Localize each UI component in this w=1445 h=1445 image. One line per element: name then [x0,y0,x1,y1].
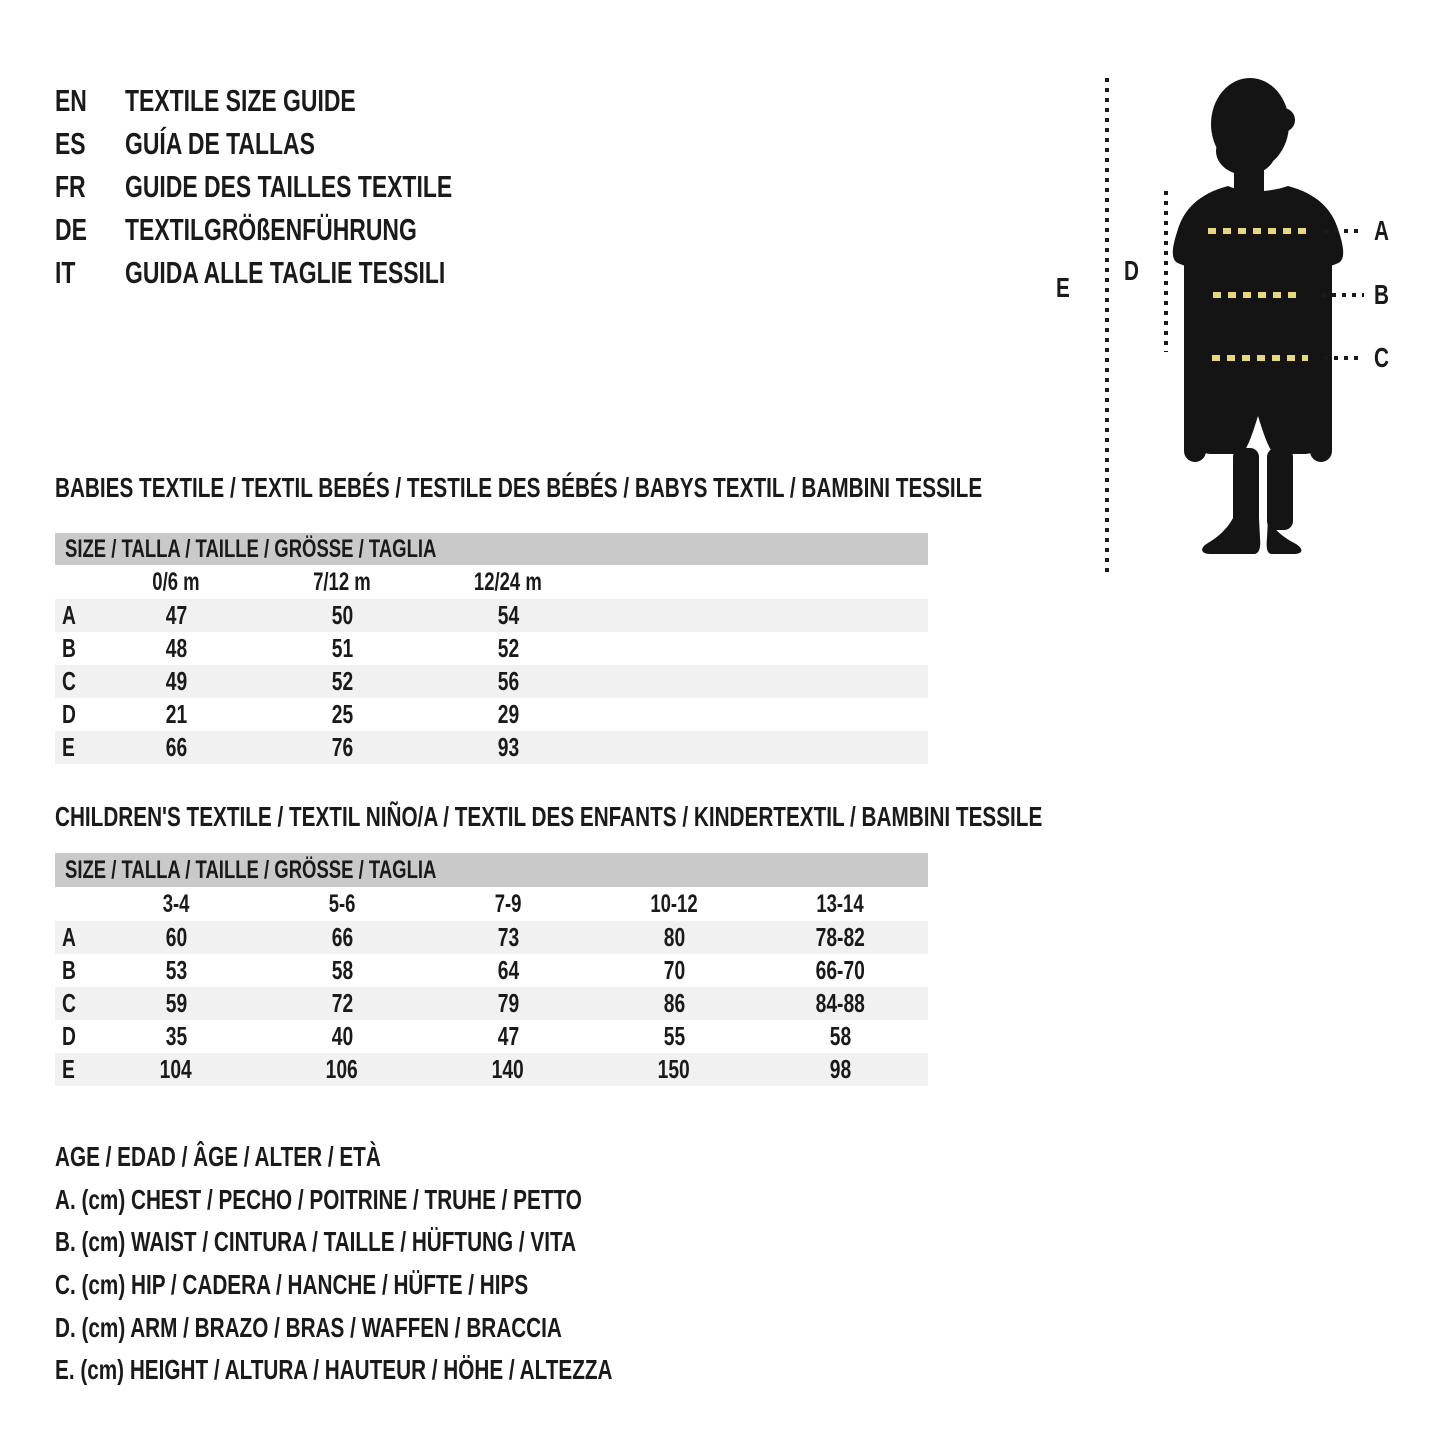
size-cell: 56 [497,666,519,696]
size-cell: 66 [331,922,353,952]
babies-size-table [55,533,928,764]
table-row [55,1053,928,1086]
children-size-table [55,853,928,1086]
size-cell: 70 [663,955,685,985]
lang-row-en [55,79,567,122]
column-header: 0/6 m [152,567,200,596]
arm-label: D [1124,255,1139,286]
children-section-title: CHILDREN'S TEXTILE / TEXTIL NIÑO/A / TEXTIL DES ENFANTS / KINDERTEXTIL / BAMBINI TESSILE [55,801,1043,832]
row-label: D [62,1021,76,1051]
size-cell: 60 [165,922,187,952]
size-cell: 53 [165,955,187,985]
column-header: 13-14 [816,889,864,918]
size-cell: 78-82 [815,922,865,952]
page-title-it: GUIDA ALLE TAGLIE TESSILI [125,254,446,290]
legend-chest: A. (cm) CHEST / PECHO / POITRINE / TRUHE / PETTO [55,1183,582,1215]
page-title-es: GUÍA DE TALLAS [125,125,315,161]
page-title-fr: GUIDE DES TAILLES TEXTILE [125,168,453,204]
size-cell: 49 [165,666,187,696]
size-cell: 59 [165,988,187,1018]
size-cell: 58 [829,1021,851,1051]
size-cell: 48 [165,633,187,663]
lang-code: FR [55,168,86,204]
row-label: B [62,955,76,985]
column-header: 7-9 [494,889,522,918]
lang-row-fr [55,165,567,208]
size-cell: 73 [497,922,519,952]
babies-section-title: BABIES TEXTILE / TEXTIL BEBÉS / TESTILE DES BÉBÉS / BABYS TEXTIL / BAMBINI TESSILE [55,472,983,503]
size-cell: 52 [497,633,519,663]
legend-waist: B. (cm) WAIST / CINTURA / TAILLE / HÜFTUNG / VITA [55,1226,577,1258]
table-row [55,1020,928,1053]
table-row [55,599,928,632]
page-title: TEXTILE SIZE GUIDE [125,82,356,118]
size-cell: 86 [663,988,685,1018]
size-cell: 93 [497,732,519,762]
row-label: E [62,732,75,762]
row-label: B [62,633,76,663]
children-column-headers [55,887,928,921]
lang-row-de [55,208,567,251]
table-row [55,665,928,698]
size-cell: 76 [331,732,353,762]
size-cell: 106 [325,1054,359,1084]
lang-code: DE [55,211,87,247]
lang-code: IT [55,254,76,290]
size-cell: 35 [165,1021,187,1051]
size-cell: 64 [497,955,519,985]
table-row [55,921,928,954]
table-row [55,954,928,987]
size-cell: 140 [491,1054,525,1084]
size-cell: 21 [165,699,187,729]
lang-code: ES [55,125,86,161]
size-cell: 79 [497,988,519,1018]
height-label: E [1056,272,1070,303]
column-header: 3-4 [162,889,190,918]
legend-height: E. (cm) HEIGHT / ALTURA / HAUTEUR / HÖHE / ALTEZZA [55,1354,613,1386]
size-cell: 72 [331,988,353,1018]
child-measurement-figure [1040,60,1445,600]
measurement-legend [55,1136,808,1392]
size-cell: 150 [657,1054,691,1084]
size-cell: 47 [497,1021,519,1051]
table-row [55,987,928,1020]
children-table-header-bar: SIZE / TALLA / TAILLE / GRÖSSE / TAGLIA [55,853,928,887]
size-cell: 58 [331,955,353,985]
size-cell: 80 [663,922,685,952]
column-header: 7/12 m [313,567,371,596]
size-cell: 84-88 [815,988,865,1018]
size-cell: 29 [497,699,519,729]
size-cell: 66-70 [815,955,865,985]
row-label: C [62,666,76,696]
column-header: 5-6 [328,889,356,918]
table-row [55,632,928,665]
size-cell: 40 [331,1021,353,1051]
size-cell: 52 [331,666,353,696]
table-row [55,698,928,731]
size-cell: 25 [331,699,353,729]
hip-label: C [1374,342,1389,373]
size-cell: 47 [165,600,187,630]
babies-column-headers [55,565,928,599]
column-header: 10-12 [650,889,698,918]
row-label: C [62,988,76,1018]
lang-code: EN [55,82,87,118]
lang-row-it [55,251,567,294]
legend-hip: C. (cm) HIP / CADERA / HANCHE / HÜFTE / HIPS [55,1269,529,1301]
size-cell: 50 [331,600,353,630]
row-label: D [62,699,76,729]
language-title-list [55,79,567,294]
lang-row-es [55,122,567,165]
size-cell: 55 [663,1021,685,1051]
size-cell: 104 [159,1054,193,1084]
row-label: A [62,922,76,952]
table-row [55,731,928,764]
chest-label: A [1374,215,1389,246]
legend-age: AGE / EDAD / ÂGE / ALTER / ETÀ [55,1141,381,1173]
row-label: E [62,1054,75,1084]
row-label: A [62,600,76,630]
size-cell: 98 [829,1054,851,1084]
size-cell: 54 [497,600,519,630]
size-cell: 51 [331,633,353,663]
size-cell: 66 [165,732,187,762]
legend-arm: D. (cm) ARM / BRAZO / BRAS / WAFFEN / BRACCIA [55,1311,562,1343]
waist-label: B [1374,279,1389,310]
column-header: 12/24 m [474,567,542,596]
page-title-de: TEXTILGRÖßENFÜHRUNG [125,211,417,247]
babies-table-header-bar: SIZE / TALLA / TAILLE / GRÖSSE / TAGLIA [55,533,928,565]
